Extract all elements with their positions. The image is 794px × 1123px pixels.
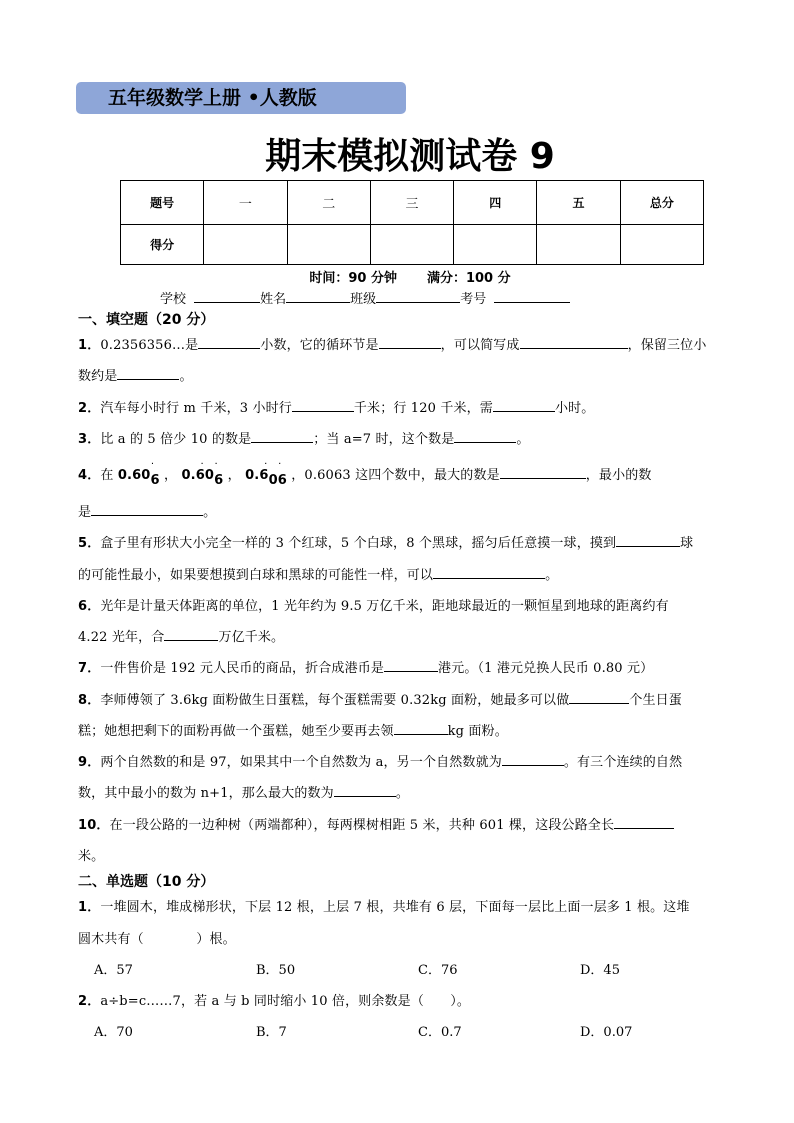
- question-line: 1．0.2356356…是 小数，它的循环节是 ，可以简写成 ，保留三位小: [78, 338, 707, 353]
- exam-time: 时间：90 分钟: [309, 271, 397, 286]
- question-line: 数，其中最小的数为 n+1，那么最大的数为 。: [78, 786, 409, 801]
- question-line: 圆木共有（ ）根。: [78, 932, 236, 947]
- number-label: 考号: [460, 292, 487, 307]
- section-title: 二、单选题（10 分）: [78, 874, 215, 890]
- option-d[interactable]: D．45: [580, 963, 620, 978]
- answer-blank[interactable]: [379, 336, 441, 349]
- answer-blank[interactable]: [292, 399, 354, 412]
- option-a[interactable]: A．70: [94, 1025, 133, 1040]
- score-table: [120, 180, 704, 265]
- repeating-decimal-1: 0.606 ·: [117, 459, 160, 488]
- answer-blank[interactable]: [198, 336, 260, 349]
- question-line: 8．李师傅领了 3.6kg 面粉做生日蛋糕，每个蛋糕需要 0.32kg 面粉，她最多可以做 个生日蛋: [78, 693, 682, 708]
- option-b[interactable]: B．7: [256, 1025, 287, 1040]
- question-line: 4．在 0.606 · ， 0.606 · · ， 0.606 · · ，0.6063 这四个数中，最大的数是 ，最小的数: [78, 459, 652, 488]
- score-table-cell: 四: [454, 181, 537, 225]
- school-blank[interactable]: [194, 290, 260, 303]
- question-line: 6．光年是计量天体距离的单位，1 光年约为 9.5 万亿千米，距地球最近的一颗恒星到地球的距离约有: [78, 599, 669, 614]
- answer-blank[interactable]: [117, 367, 179, 380]
- question-line: 是 。: [78, 505, 217, 520]
- score-blank-cell[interactable]: [287, 225, 370, 265]
- answer-blank[interactable]: [164, 628, 218, 641]
- question-line: 1．一堆圆木，堆成梯形状，下层 12 根，上层 7 根，共堆有 6 层，下面每一层比上面一层多 1 根。这堆: [78, 900, 690, 915]
- exam-full-score: 满分：100 分: [426, 271, 511, 286]
- option-d[interactable]: D．0.07: [580, 1025, 633, 1040]
- answer-blank[interactable]: [502, 753, 564, 766]
- answer-blank[interactable]: [433, 566, 545, 579]
- answer-blank[interactable]: [520, 336, 628, 349]
- class-label: 班级: [350, 292, 377, 307]
- question-line: 5．盒子里有形状大小完全一样的 3 个红球，5 个白球，8 个黑球，摇匀后任意摸一球，摸到 球: [78, 536, 694, 551]
- page-title: 期末模拟测试卷 9: [265, 136, 555, 177]
- school-label: 学校: [160, 292, 187, 307]
- answer-blank[interactable]: [394, 722, 448, 735]
- name-blank[interactable]: [286, 290, 350, 303]
- answer-blank[interactable]: [91, 503, 203, 516]
- score-blank-cell[interactable]: [370, 225, 453, 265]
- question-line: 糕；她想把剩下的面粉再做一个蛋糕，她至少要再去领 kg 面粉。: [78, 724, 508, 739]
- question-line: 9．两个自然数的和是 97，如果其中一个自然数为 a，另一个自然数就为 。有三个连续的自然: [78, 755, 683, 770]
- answer-blank[interactable]: [500, 466, 586, 479]
- question-line: 7．一件售价是 192 元人民币的商品，折合成港币是 港元。（1 港元兑换人民币 0.80 元）: [78, 661, 654, 676]
- answer-blank[interactable]: [454, 430, 516, 443]
- question-line: 10．在一段公路的一边种树（两端都种），每两棵树相距 5 米，共种 601 棵，这段公路全长: [78, 814, 674, 833]
- score-table-score-row: [121, 225, 704, 265]
- grade-banner: 五年级数学上册 •人教版: [76, 82, 406, 114]
- score-table-cell: 题号: [121, 181, 204, 225]
- section-title: 一、填空题（20 分）: [78, 312, 215, 328]
- score-table-cell: 三: [370, 181, 453, 225]
- score-table-header-row: [121, 181, 704, 225]
- answer-blank[interactable]: [251, 430, 313, 443]
- option-b[interactable]: B．50: [256, 963, 296, 978]
- question-line: 3．比 a 的 5 倍少 10 的数是 ；当 a=7 时，这个数是 。: [78, 432, 530, 447]
- question-line: 2．a÷b=c……7，若 a 与 b 同时缩小 10 倍，则余数是（ ）。: [78, 994, 471, 1009]
- score-table-cell: 五: [537, 181, 620, 225]
- class-blank[interactable]: [376, 290, 460, 303]
- question-line: 米。: [78, 849, 105, 864]
- number-blank[interactable]: [494, 290, 570, 303]
- score-table-cell: 一: [204, 181, 287, 225]
- answer-blank[interactable]: [384, 659, 438, 672]
- question-line: 2．汽车每小时行 m 千米，3 小时行 千米；行 120 千米，需 小时。: [78, 401, 595, 416]
- score-table-cell: 得分: [121, 225, 204, 265]
- score-blank-cell[interactable]: [620, 225, 703, 265]
- option-c[interactable]: C．76: [418, 963, 458, 978]
- question-line: 的可能性最小，如果要想摸到白球和黑球的可能性一样，可以 。: [78, 568, 559, 583]
- score-blank-cell[interactable]: [537, 225, 620, 265]
- repeating-decimal-2: 0.606 · ·: [181, 459, 224, 488]
- answer-blank[interactable]: [614, 816, 674, 829]
- student-info-line: [160, 288, 570, 307]
- option-a[interactable]: A．57: [94, 963, 133, 978]
- option-c[interactable]: C．0.7: [418, 1025, 462, 1040]
- score-table-cell: 二: [287, 181, 370, 225]
- score-table-cell: 总分: [620, 181, 703, 225]
- score-blank-cell[interactable]: [454, 225, 537, 265]
- answer-blank[interactable]: [616, 534, 680, 547]
- repeating-decimal-3: 0.606 · ·: [245, 459, 287, 488]
- question-line: 数约是 。: [78, 369, 193, 384]
- answer-blank[interactable]: [569, 691, 629, 704]
- answer-blank[interactable]: [334, 784, 396, 797]
- score-blank-cell[interactable]: [204, 225, 287, 265]
- name-label: 姓名: [260, 292, 287, 307]
- answer-blank[interactable]: [493, 399, 555, 412]
- exam-time-info: [0, 267, 794, 286]
- question-line: 4.22 光年，合 万亿千米。: [78, 630, 285, 645]
